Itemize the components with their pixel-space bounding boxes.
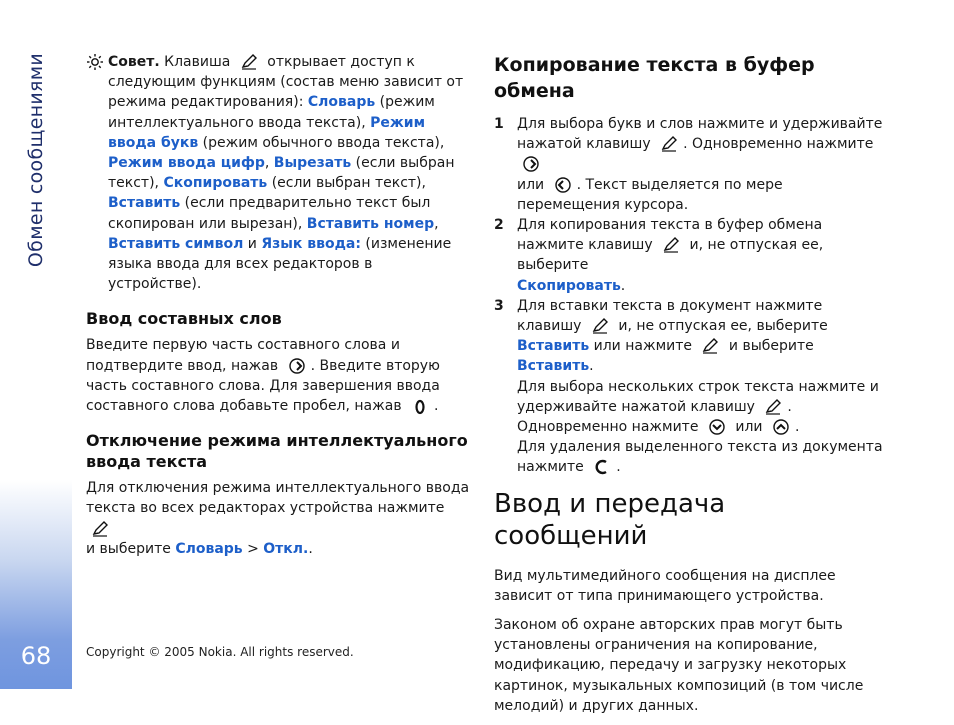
step-text: . Текст выделяется по мере перемещения курсора. (517, 176, 783, 213)
pencil-key-icon (661, 236, 681, 254)
heading-messages: Ввод и передача сообщений (494, 488, 726, 551)
step-text: или (730, 419, 767, 436)
pencil-key-icon (239, 53, 259, 71)
step-number: 3 (494, 297, 504, 314)
para-text: . (308, 540, 313, 557)
tip-text: (изменение языка ввода для всех редакторов в устройстве). (108, 235, 452, 293)
section-title: Обмен сообщениями (25, 52, 47, 268)
step-text: Для выбора букв и слов нажмите и удерживайте нажатой клавишу (517, 116, 883, 153)
menu-vstavit-nomer: Вставить номер (306, 215, 435, 232)
tip-text: , (434, 215, 439, 232)
step-number: 2 (494, 217, 504, 234)
para-text: и выберите (86, 540, 176, 557)
step-text: Для выбора нескольких строк текста нажмите и удерживайте нажатой клавишу (517, 378, 879, 415)
heading-compound-words: Ввод составных слов (86, 309, 282, 329)
tip-text: (режим обычного ввода текста), (198, 134, 445, 151)
menu-skopirovat: Скопировать (517, 277, 621, 294)
tip-text: , (264, 155, 274, 172)
tip-label: Совет. (108, 54, 160, 70)
step-text: Для копирования текста в буфер обмена нажмите клавишу (517, 217, 823, 254)
tip-text: Клавиша (159, 54, 235, 70)
menu-otkl: Откл. (263, 540, 309, 557)
step-text: или (517, 176, 549, 193)
clear-key-icon (592, 458, 612, 476)
para-text: Для отключения режима интеллектуального ввода текста во всех редакторах устройства нажмите (86, 480, 470, 517)
page-number: 68 (20, 642, 52, 670)
menu-rezhim-bukv: Режим ввода букв (108, 114, 426, 151)
step-text: и выберите (724, 338, 814, 355)
tip-text: (если выбран текст), (267, 175, 426, 192)
pencil-key-icon (763, 398, 783, 416)
tip-text: (если выбран текст), (108, 155, 455, 192)
step-text: Для удаления выделенного текста из документа нажмите (517, 439, 883, 476)
tip-block (86, 52, 470, 294)
menu-slovar: Словарь (307, 94, 376, 111)
para-text: > (242, 540, 264, 557)
compound-paragraph (86, 335, 470, 416)
pencil-key-icon (700, 337, 720, 355)
step-1 (494, 114, 886, 215)
menu-vstavit: Вставить (517, 338, 590, 355)
joystick-right-icon (521, 155, 541, 173)
pencil-key-icon (90, 520, 110, 538)
para-text: . Введите вторую часть составного слова. Для завершения ввода составного слова добавьте пробел, нажав (86, 357, 440, 415)
tip-text: (если предварительно текст был скопирован или вырезан), (108, 195, 431, 232)
step-text: . (589, 358, 594, 375)
menu-skopirovat: Скопировать (163, 175, 268, 192)
pencil-key-icon (659, 135, 679, 153)
step-text: . (616, 459, 621, 476)
step-3-subpara (517, 377, 886, 438)
heading-disable-predictive: Отключение режима интеллектуального ввода текста (86, 431, 468, 472)
para-text: Введите первую часть составного слова и подтвердите ввод, нажав (86, 337, 400, 374)
step-text: и, не отпуская ее, выберите (613, 318, 828, 335)
step-number: 1 (494, 116, 504, 132)
step-text: или нажмите (589, 338, 697, 355)
menu-rezhim-cifr: Режим ввода цифр (108, 155, 265, 172)
step-text: . (794, 419, 800, 436)
joystick-right-icon (287, 357, 307, 375)
zero-key-icon (410, 397, 430, 415)
step-2 (494, 215, 886, 296)
pencil-key-icon (590, 317, 610, 335)
paragraph-copyright-law: Законом об охране авторских прав могут быть установлены ограничения на копирование, модификацию, передачу и загрузку некоторых картинок, музыкальных композиций (в том числе мелодий) и других данных. (494, 617, 864, 714)
step-3 (494, 296, 886, 478)
disable-paragraph (86, 478, 470, 559)
menu-vstavit-simvol: Вставить символ (108, 235, 244, 252)
joystick-down-icon (707, 418, 727, 436)
tip-text: и (243, 235, 262, 252)
step-text: . Одновременно нажмите (683, 136, 874, 153)
menu-yazyk-vvoda: Язык ввода: (261, 235, 361, 252)
tip-text: (режим интеллектуального ввода текста), (108, 94, 435, 131)
heading-copy-text: Копирование текста в буфер обмена (494, 54, 815, 102)
menu-vstavit: Вставить (517, 358, 590, 375)
step-text: и, не отпуская ее, выберите (517, 237, 824, 274)
step-3-subpara (517, 437, 886, 477)
left-column (86, 52, 470, 568)
tip-text: открывает доступ к следующим функциям (состав меню зависит от режима редактирования): (108, 54, 464, 111)
step-text: . (620, 277, 626, 294)
menu-slovar: Словарь (175, 540, 243, 557)
para-text: . (434, 398, 439, 415)
right-column (494, 52, 886, 725)
step-text: . Одновременно нажмите (517, 398, 792, 436)
menu-vstavit: Вставить (108, 195, 181, 212)
sidebar (0, 0, 72, 689)
tip-lightbulb-icon (86, 53, 104, 71)
joystick-up-icon (771, 418, 791, 436)
paragraph-mms: Вид мультимедийного сообщения на дисплее зависит от типа принимающего устройства. (494, 567, 836, 604)
menu-vyrezat: Вырезать (273, 155, 352, 172)
step-text: Для вставки текста в документ нажмите клавишу (517, 297, 823, 335)
joystick-left-icon (553, 176, 573, 194)
footer-copyright: Copyright © 2005 Nokia. All rights reserved. (86, 645, 354, 659)
